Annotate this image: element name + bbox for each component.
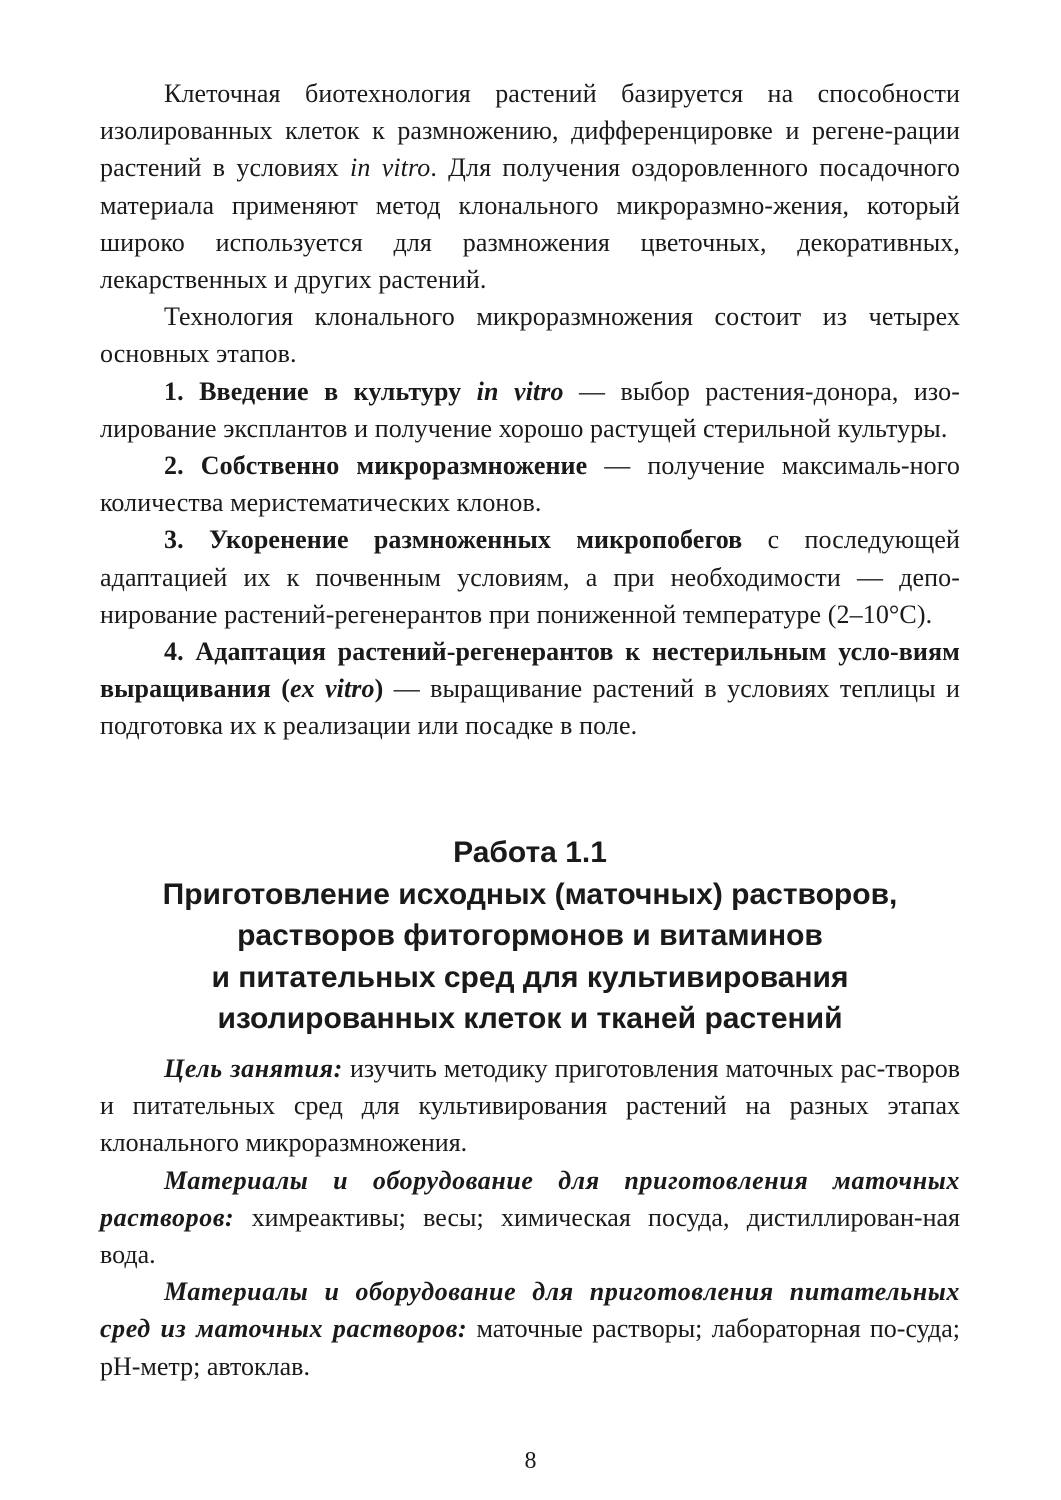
stage-description: — выбор растения-донора, изо-лирование эксплантов и получение хорошо растущей стерильной культуры. [100, 376, 961, 443]
goal-label: Цель занятия: [164, 1054, 343, 1083]
in-vitro-term: in vitro [350, 153, 431, 183]
stage-title: Адаптация растений-регенерантов к нестерильным усло-виям выращивания ( [100, 637, 960, 704]
materials-stock-paragraph [100, 1162, 960, 1274]
materials-media-paragraph [100, 1273, 960, 1385]
materials-media-label: Материалы и оборудование для приготовления питательных сред из маточных растворов: [100, 1277, 960, 1344]
stage-1 [100, 373, 960, 447]
stages-intro-paragraph [100, 298, 960, 372]
materials-stock-label: Материалы и оборудование для приготовления маточных растворов: [100, 1165, 960, 1232]
goal-paragraph [100, 1050, 960, 1162]
intro-text-continued: . Для получения оздоровленного посадочного материала применяют метод клонального микроразмно-жения, который широко используется для размножения цветочных, декоративных, лекарственных и других растений. [100, 153, 960, 295]
intro-text: Клеточная биотехнология растений базируется на способности изолированных клеток к размножению, дифференцировке и регене-рации растений в условиях [100, 79, 960, 183]
stage-number: 1. [164, 376, 184, 406]
stage-number: 2. [164, 451, 184, 481]
stage-title: Введение в культуру [199, 376, 462, 406]
stage-number: 3. [164, 525, 184, 555]
stage-term: in vitro [476, 376, 564, 406]
work-description [100, 1050, 960, 1385]
work-number: Работа 1.1 [453, 836, 607, 869]
goal-text: изучить методику приготовления маточных рас-творов и питательных сред для культивирования растений на разных этапах клонального микроразмножения. [100, 1054, 960, 1158]
stages-intro-text: Технология клонального микроразмножения состоит из четырех основных этапов. [100, 302, 960, 369]
stage-description: — выращивание растений в условиях теплицы и подготовка их к реализации или посадке в поле. [100, 674, 960, 741]
work-title-line: Приготовление исходных (маточных) растворов, [162, 877, 898, 911]
work-title-line: растворов фитогормонов и витаминов [237, 919, 823, 952]
stage-description: с последующей адаптацией их к почвенным условиям, а при необходимости — депо-нирование растений-регенерантов при пониженной температуре (2–10°С). [100, 525, 960, 629]
stage-4 [100, 633, 960, 745]
work-title-line: изолированных клеток и тканей растений [217, 1002, 843, 1035]
stage-title: Собственно микроразмножение [200, 451, 588, 481]
materials-stock-text: химреактивы; весы; химическая посуда, дистиллирован-ная вода. [100, 1202, 960, 1270]
body-text [100, 75, 960, 745]
stage-2 [100, 447, 960, 521]
work-title-line: и питательных сред для культивирования [211, 960, 849, 994]
stage-title-end: ) [374, 674, 384, 704]
stage-description: — получение максималь-ного количества меристематических клонов. [100, 451, 960, 518]
stage-3 [100, 521, 960, 633]
stage-number: 4. [164, 637, 184, 667]
stage-title: Укоренение размноженных микропобегов [208, 525, 743, 555]
intro-paragraph [100, 75, 960, 298]
materials-media-text: маточные растворы; лабораторная по-суда; рН-метр; автоклав. [100, 1314, 961, 1381]
stage-term: ex vitro [289, 674, 375, 704]
section-heading [100, 832, 960, 1040]
page-number: 8 [524, 1448, 537, 1474]
